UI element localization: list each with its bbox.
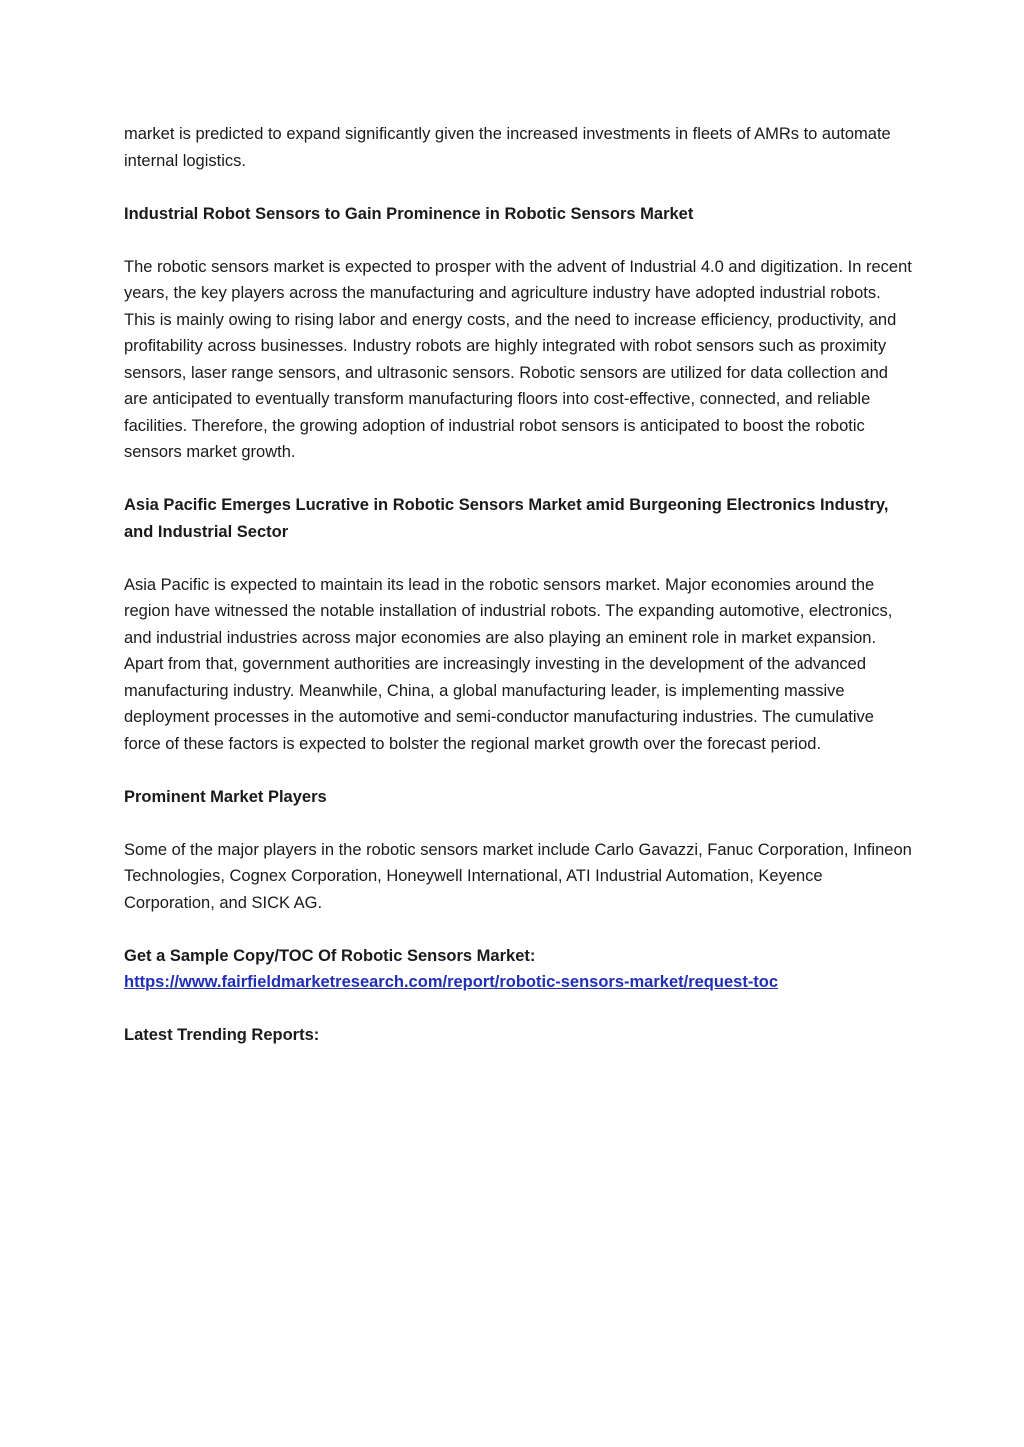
sample-copy-label: Get a Sample Copy/TOC Of Robotic Sensors Market: (124, 946, 536, 965)
asia-section-heading: Asia Pacific Emerges Lucrative in Robotic Sensors Market amid Burgeoning Electronics Industry, and Industrial Sector (124, 496, 889, 541)
players-section-paragraph: Some of the major players in the robotic sensors market include Carlo Gavazzi, Fanuc Corporation, Infineon Technologies, Cognex Corporation, Honeywell International, ATI Industrial Automation, Keyence Corporation, and SICK AG. (124, 840, 912, 912)
industrial-section-heading: Industrial Robot Sensors to Gain Prominence in Robotic Sensors Market (124, 204, 694, 223)
industrial-section-paragraph: The robotic sensors market is expected to prosper with the advent of Industrial 4.0 and digitization. In recent years, the key players across the manufacturing and agriculture industry have adopted industrial robots. This is mainly owing to rising labor and energy costs, and the need to increase efficiency, productivity, and profitability across businesses. Industry robots are highly integrated with robot sensors such as proximity sensors, laser range sensors, and ultrasonic sensors. Robotic sensors are utilized for data collection and are anticipated to eventually transform manufacturing floors into cost-effective, connected, and reliable facilities. Therefore, the growing adoption of industrial robot sensors is anticipated to boost the robotic sensors market growth. (124, 257, 912, 461)
document-page (124, 121, 914, 1075)
players-section-heading: Prominent Market Players (124, 787, 327, 806)
asia-section-paragraph: Asia Pacific is expected to maintain its lead in the robotic sensors market. Major economies around the region have witnessed the notable installation of industrial robots. The expanding automotive, electronics, and industrial industries across major economies are also playing an eminent role in market expansion. Apart from that, government authorities are increasingly investing in the development of the advanced manufacturing industry. Meanwhile, China, a global manufacturing leader, is implementing massive deployment processes in the automotive and semi-conductor manufacturing industries. The cumulative force of these factors is expected to bolster the regional market growth over the forecast period. (124, 575, 893, 753)
trending-reports-heading: Latest Trending Reports: (124, 1026, 320, 1044)
intro-paragraph: market is predicted to expand significantly given the increased investments in fleets of AMRs to automate internal logistics. (124, 125, 891, 170)
sample-block (124, 943, 914, 996)
sample-toc-link[interactable]: https://www.fairfieldmarketresearch.com/report/robotic-sensors-market/request-toc (124, 973, 779, 991)
